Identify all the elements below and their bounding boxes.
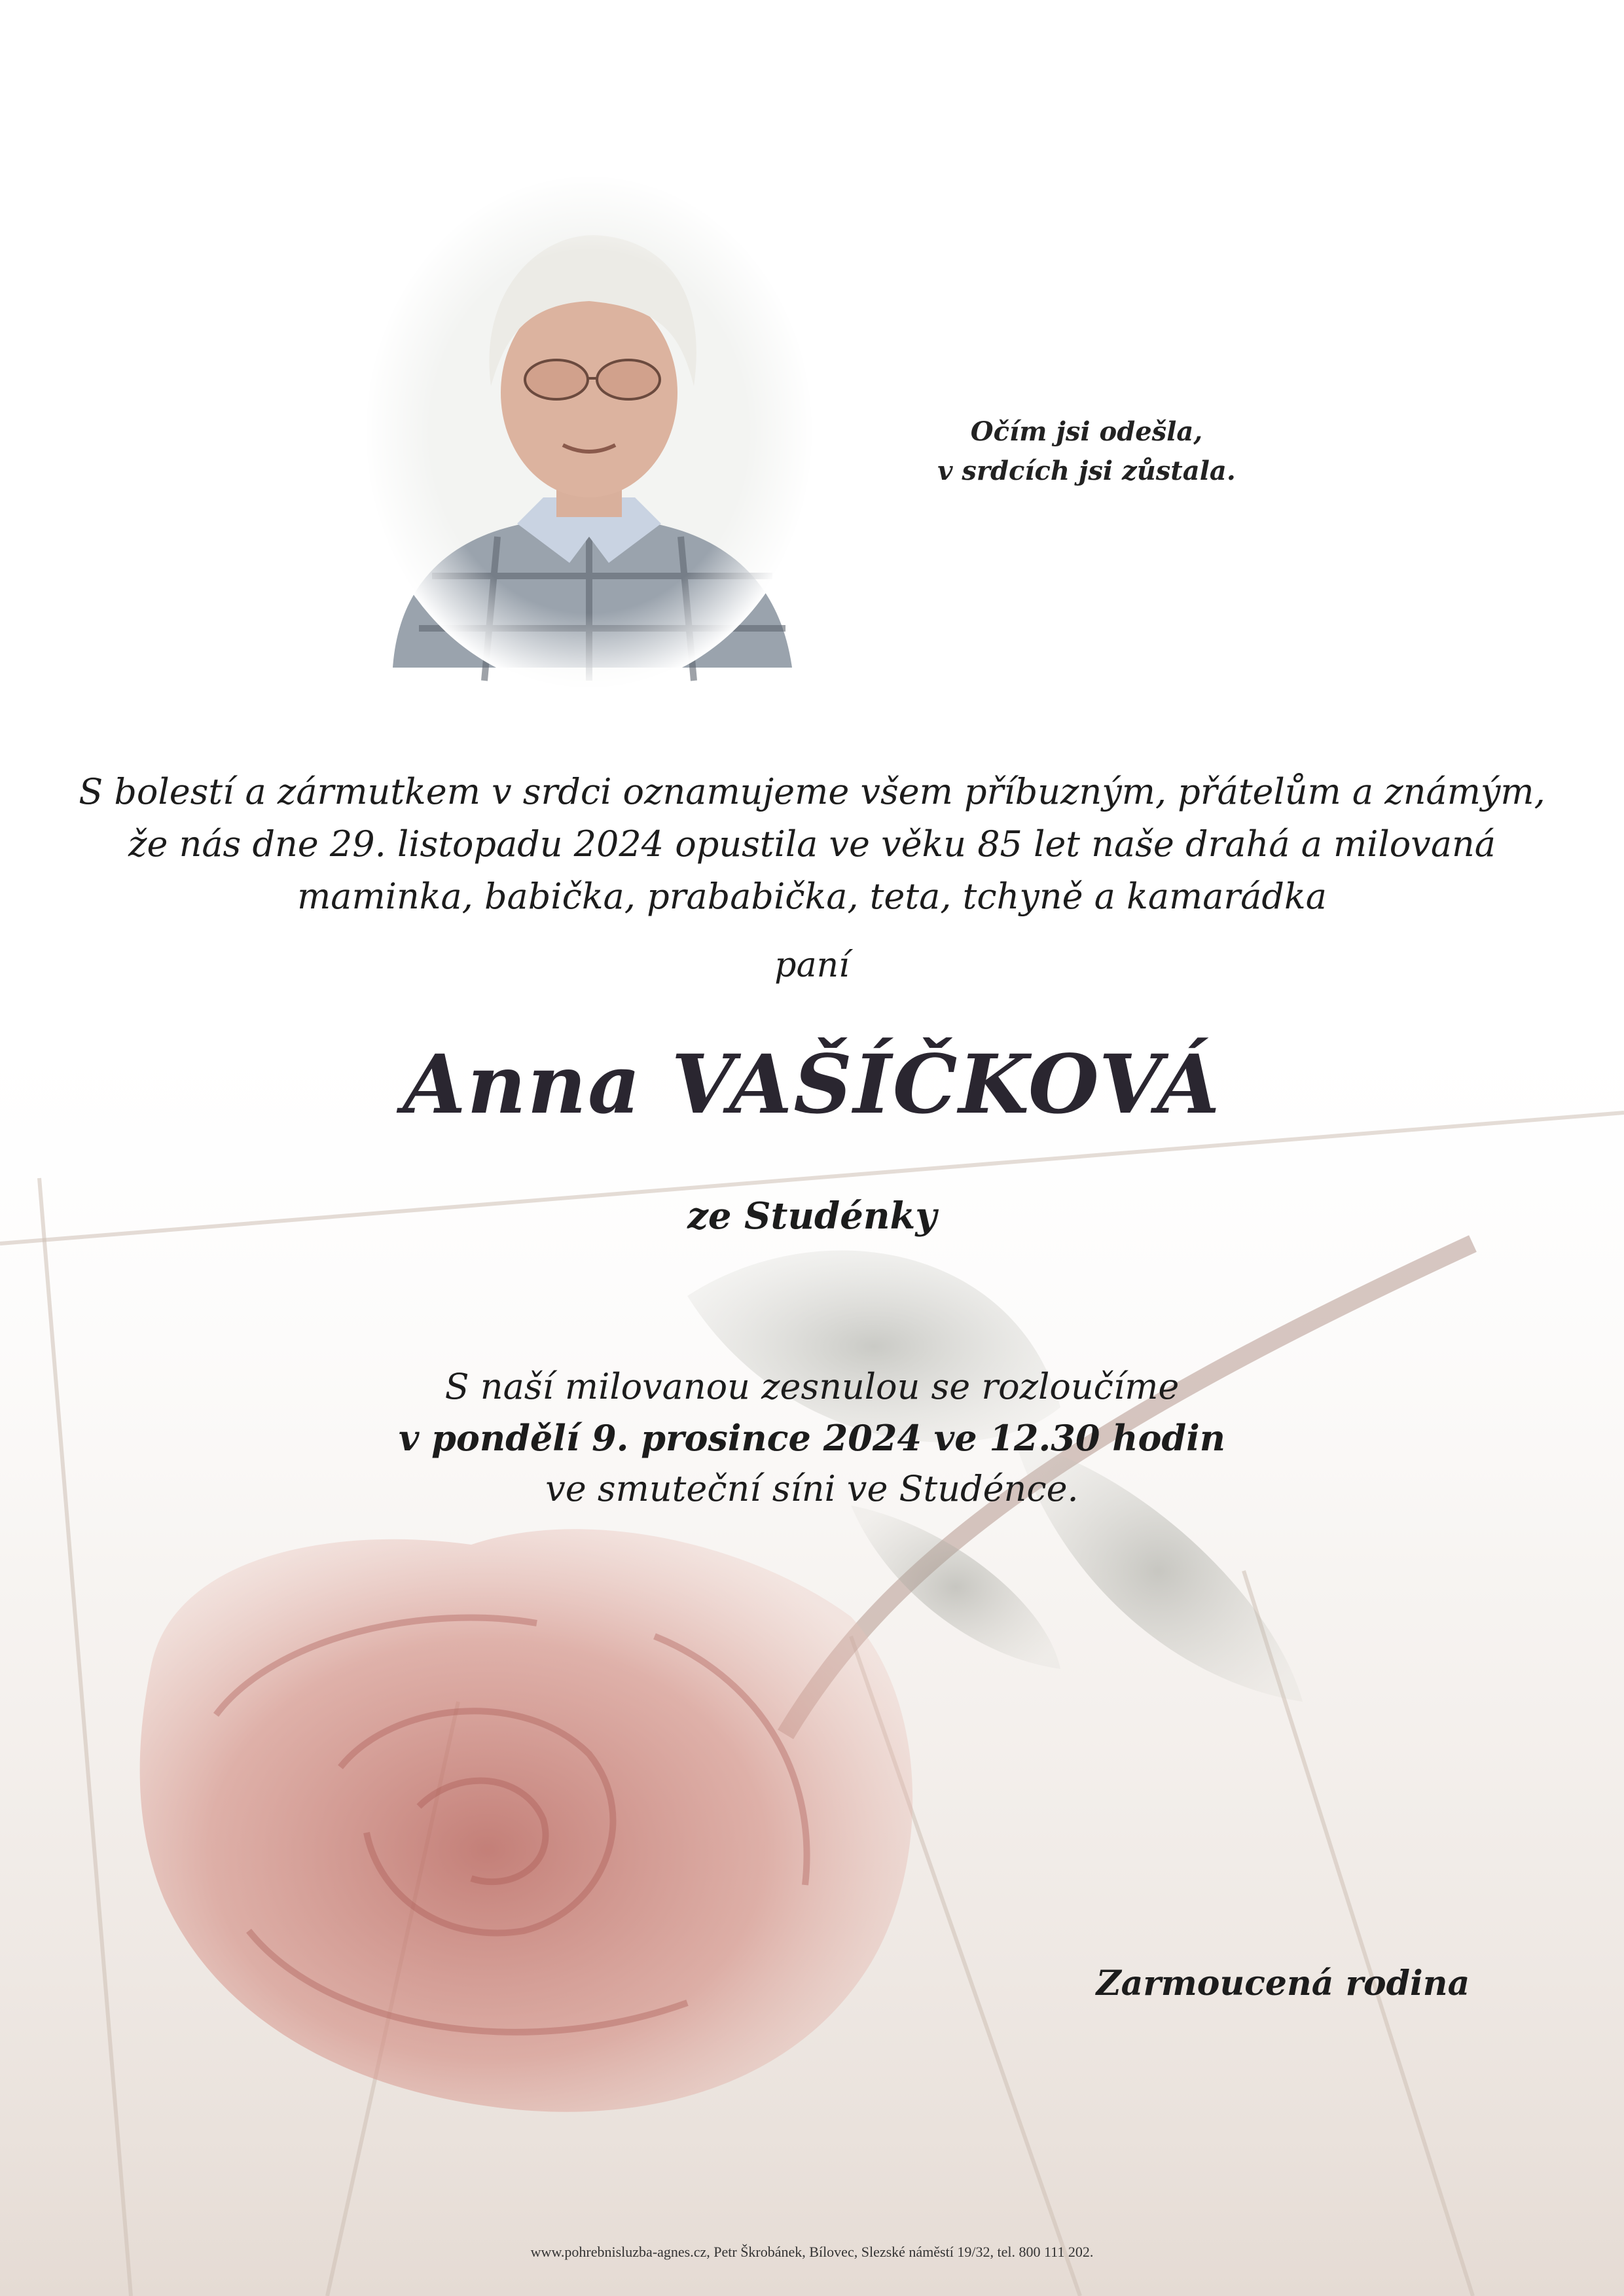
quote-line-1: Očím jsi odešla, (970, 416, 1203, 447)
announcement-line-2: že nás dne 29. listopadu 2024 opustila ve věku 85 let naše drahá a milovaná (128, 823, 1496, 865)
deceased-name: Anna VAŠÍČKOVÁ (403, 1037, 1221, 1132)
announcement-line-3: maminka, babička, prababička, teta, tchyně a kamarádka (297, 876, 1327, 917)
funeral-service-footer: www.pohrebnisluzba-agnes.cz, Petr Škrobánek, Bílovec, Slezské náměstí 19/32, tel. 800 111 202. (530, 2244, 1094, 2260)
quote-line-2: v srdcích jsi zůstala. (937, 456, 1236, 486)
origin-place: ze Studénky (687, 1194, 937, 1238)
announcement-line-1: S bolestí a zármutkem v srdci oznamujeme všem příbuzným, přátelům a známým, (79, 771, 1545, 812)
death-announcement (0, 766, 1624, 923)
ceremony-date-time: v pondělí 9. prosince 2024 ve 12.30 hodin (398, 1417, 1226, 1459)
ceremony-location: ve smuteční síni ve Studénce. (545, 1468, 1079, 1509)
ceremony-line-1: S naší milovanou zesnulou se rozloučíme (444, 1366, 1180, 1407)
honorific: paní (774, 946, 850, 985)
family-signature: Zarmoucená rodina (1096, 1964, 1470, 2003)
portrait-photo (353, 170, 825, 694)
funeral-ceremony-info (0, 1361, 1624, 1515)
memorial-quote (903, 412, 1270, 491)
